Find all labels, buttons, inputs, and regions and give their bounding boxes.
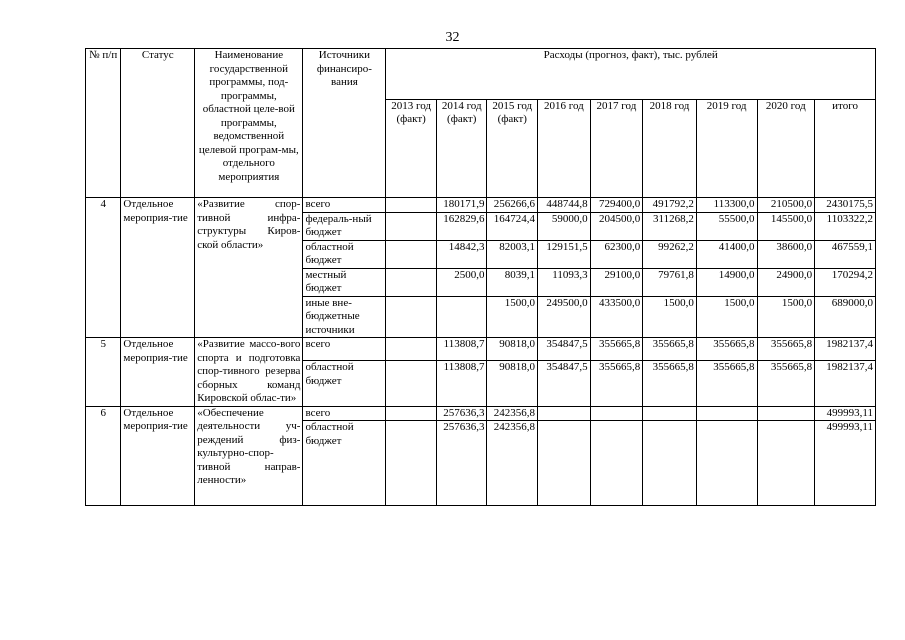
value-cell: 256266,6 bbox=[487, 198, 538, 213]
value-cell: 1500,0 bbox=[643, 296, 697, 338]
value-cell: 90818,0 bbox=[487, 361, 538, 406]
value-cell bbox=[436, 296, 487, 338]
value-cell: 204500,0 bbox=[590, 212, 643, 240]
table-row bbox=[86, 406, 876, 421]
header-year-2019: 2019 год bbox=[696, 99, 757, 197]
header-year-2018: 2018 год bbox=[643, 99, 697, 197]
row-name: «Обеспечение деятельности уч-реждений физ-культурно-спор-тивной направ-ленности» bbox=[195, 406, 303, 506]
value-cell: 257636,3 bbox=[436, 406, 487, 421]
value-cell bbox=[643, 406, 697, 421]
value-cell: 2430175,5 bbox=[815, 198, 876, 213]
value-cell: 55500,0 bbox=[696, 212, 757, 240]
value-cell: 729400,0 bbox=[590, 198, 643, 213]
row-status: Отдельное мероприя-тие bbox=[121, 338, 195, 407]
value-cell: 355665,8 bbox=[643, 361, 697, 406]
source-label: федераль-ный бюджет bbox=[303, 212, 386, 240]
value-cell bbox=[386, 361, 437, 406]
value-cell: 242356,8 bbox=[487, 406, 538, 421]
header-year-2016: 2016 год bbox=[538, 99, 591, 197]
table-row bbox=[86, 338, 876, 361]
value-cell bbox=[386, 198, 437, 213]
header-source: Источники финансиро-вания bbox=[303, 49, 386, 198]
row-status: Отдельное мероприя-тие bbox=[121, 198, 195, 338]
value-cell bbox=[386, 296, 437, 338]
value-cell: 24900,0 bbox=[757, 268, 815, 296]
header-year-2017: 2017 год bbox=[590, 99, 643, 197]
header-name: Наименование государственной программы, под-программы, областной целе-вой программы, ведомственной целевой програм-мы, отдельного мероприятия bbox=[195, 49, 303, 198]
value-cell bbox=[386, 268, 437, 296]
value-cell: 355665,8 bbox=[757, 338, 815, 361]
source-label: областной бюджет bbox=[303, 240, 386, 268]
source-label: областной бюджет bbox=[303, 361, 386, 406]
row-num: 5 bbox=[86, 338, 121, 407]
value-cell: 1982137,4 bbox=[815, 338, 876, 361]
value-cell: 1500,0 bbox=[696, 296, 757, 338]
value-cell bbox=[386, 212, 437, 240]
source-label: местный бюджет bbox=[303, 268, 386, 296]
value-cell: 113300,0 bbox=[696, 198, 757, 213]
value-cell: 689000,0 bbox=[815, 296, 876, 338]
value-cell: 113808,7 bbox=[436, 338, 487, 361]
value-cell: 355665,8 bbox=[696, 338, 757, 361]
value-cell bbox=[696, 421, 757, 506]
value-cell: 79761,8 bbox=[643, 268, 697, 296]
value-cell: 129151,5 bbox=[538, 240, 591, 268]
header-year-2015: 2015 год (факт) bbox=[487, 99, 538, 197]
table-row bbox=[86, 198, 876, 213]
value-cell: 210500,0 bbox=[757, 198, 815, 213]
value-cell bbox=[386, 338, 437, 361]
value-cell bbox=[757, 406, 815, 421]
value-cell: 90818,0 bbox=[487, 338, 538, 361]
value-cell: 1982137,4 bbox=[815, 361, 876, 406]
header-total: итого bbox=[815, 99, 876, 197]
value-cell: 355665,8 bbox=[590, 338, 643, 361]
row-status: Отдельное мероприя-тие bbox=[121, 406, 195, 506]
page-number: 32 bbox=[445, 30, 460, 45]
value-cell: 257636,3 bbox=[436, 421, 487, 506]
value-cell: 99262,2 bbox=[643, 240, 697, 268]
value-cell: 59000,0 bbox=[538, 212, 591, 240]
value-cell: 62300,0 bbox=[590, 240, 643, 268]
value-cell: 1500,0 bbox=[757, 296, 815, 338]
value-cell: 467559,1 bbox=[815, 240, 876, 268]
value-cell bbox=[696, 406, 757, 421]
header-status: Статус bbox=[121, 49, 195, 198]
value-cell: 14900,0 bbox=[696, 268, 757, 296]
value-cell: 164724,4 bbox=[487, 212, 538, 240]
value-cell: 311268,2 bbox=[643, 212, 697, 240]
source-label: областной бюджет bbox=[303, 421, 386, 506]
value-cell: 2500,0 bbox=[436, 268, 487, 296]
value-cell bbox=[590, 406, 643, 421]
value-cell: 8039,1 bbox=[487, 268, 538, 296]
source-label: всего bbox=[303, 406, 386, 421]
value-cell bbox=[538, 421, 591, 506]
value-cell: 113808,7 bbox=[436, 361, 487, 406]
value-cell: 38600,0 bbox=[757, 240, 815, 268]
value-cell bbox=[643, 421, 697, 506]
value-cell: 499993,11 bbox=[815, 406, 876, 421]
value-cell: 355665,8 bbox=[757, 361, 815, 406]
value-cell: 180171,9 bbox=[436, 198, 487, 213]
header-year-2013: 2013 год (факт) bbox=[386, 99, 437, 197]
value-cell: 14842,3 bbox=[436, 240, 487, 268]
value-cell bbox=[590, 421, 643, 506]
value-cell: 11093,3 bbox=[538, 268, 591, 296]
value-cell: 355665,8 bbox=[590, 361, 643, 406]
value-cell: 170294,2 bbox=[815, 268, 876, 296]
value-cell: 1500,0 bbox=[487, 296, 538, 338]
source-label: всего bbox=[303, 338, 386, 361]
value-cell: 355665,8 bbox=[696, 361, 757, 406]
source-label: всего bbox=[303, 198, 386, 213]
header-expenses: Расходы (прогноз, факт), тыс. рублей bbox=[386, 49, 876, 100]
value-cell: 242356,8 bbox=[487, 421, 538, 506]
header-year-2014: 2014 год (факт) bbox=[436, 99, 487, 197]
value-cell: 355665,8 bbox=[643, 338, 697, 361]
value-cell: 433500,0 bbox=[590, 296, 643, 338]
header-num: № п/п bbox=[86, 49, 121, 198]
value-cell: 249500,0 bbox=[538, 296, 591, 338]
value-cell bbox=[386, 240, 437, 268]
value-cell: 499993,11 bbox=[815, 421, 876, 506]
value-cell: 1103322,2 bbox=[815, 212, 876, 240]
row-num: 6 bbox=[86, 406, 121, 506]
value-cell: 145500,0 bbox=[757, 212, 815, 240]
value-cell: 162829,6 bbox=[436, 212, 487, 240]
value-cell: 448744,8 bbox=[538, 198, 591, 213]
header-year-2020: 2020 год bbox=[757, 99, 815, 197]
value-cell bbox=[538, 406, 591, 421]
value-cell: 41400,0 bbox=[696, 240, 757, 268]
value-cell bbox=[386, 406, 437, 421]
value-cell: 82003,1 bbox=[487, 240, 538, 268]
value-cell bbox=[386, 421, 437, 506]
row-name: «Развитие массо-вого спорта и подготовка спор-тивного резерва сборных команд Кировской облас-ти» bbox=[195, 338, 303, 407]
row-name: «Развитие спор-тивной инфра-структуры Киров-ской области» bbox=[195, 198, 303, 338]
source-label: иные вне-бюджетные источники bbox=[303, 296, 386, 338]
expenses-table bbox=[85, 48, 876, 506]
value-cell: 354847,5 bbox=[538, 338, 591, 361]
value-cell bbox=[757, 421, 815, 506]
value-cell: 354847,5 bbox=[538, 361, 591, 406]
value-cell: 29100,0 bbox=[590, 268, 643, 296]
row-num: 4 bbox=[86, 198, 121, 338]
value-cell: 491792,2 bbox=[643, 198, 697, 213]
